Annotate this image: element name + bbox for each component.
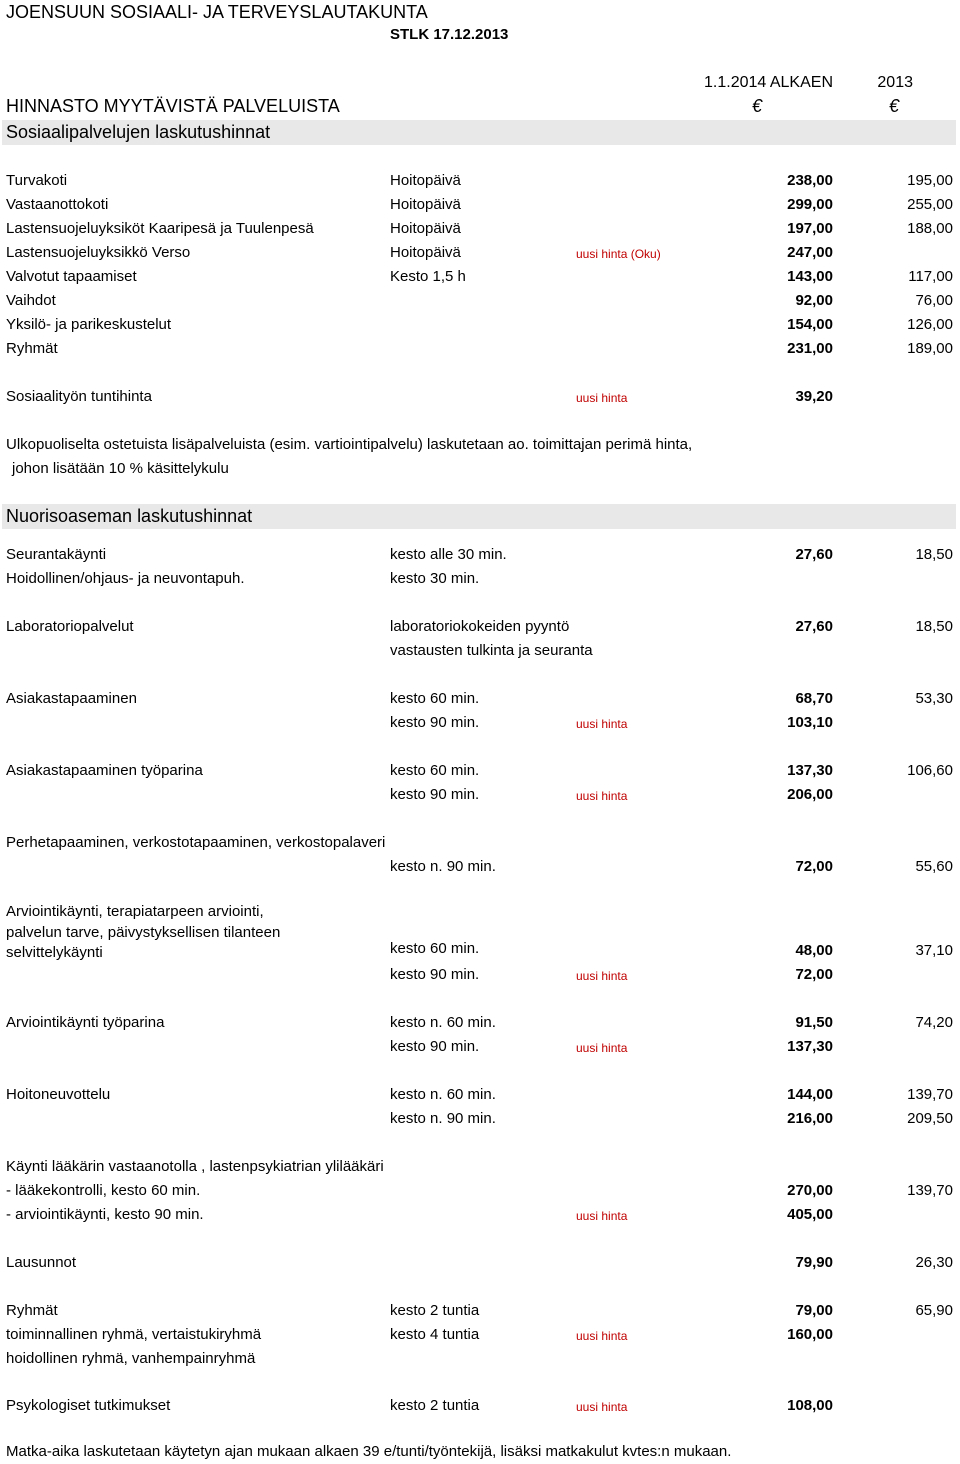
row-price-new: 144,00 — [787, 1086, 833, 1103]
row-unit-2: kesto 4 tuntia — [390, 1326, 480, 1343]
row-unit: Hoitopäivä — [390, 220, 461, 237]
section-title-youth: Nuorisoaseman laskutushinnat — [6, 506, 253, 526]
organization-title: JOENSUUN SOSIAALI- JA TERVEYSLAUTAKUNTA — [6, 2, 428, 22]
row-price-old: 255,00 — [907, 196, 953, 213]
row-name-2: toiminnallinen ryhmä, vertaistukiryhmä — [6, 1326, 262, 1343]
row-price-old: 126,00 — [907, 316, 953, 333]
row-price-new: 154,00 — [787, 316, 833, 333]
row-name: Ryhmät — [6, 1302, 58, 1319]
row-price-new: 79,90 — [795, 1254, 833, 1271]
extra-services-note: Ulkopuoliselta ostetuista lisäpalveluista (esim. vartiointipalvelu) laskutetaan ao. toimittajan perimä hinta, — [6, 436, 693, 453]
row-price-new-2: 405,00 — [787, 1206, 833, 1223]
row-price-new: 92,00 — [795, 292, 833, 309]
column-header-old: 2013 — [877, 74, 913, 91]
row-name: Valvotut tapaamiset — [6, 268, 137, 285]
column-header-new: 1.1.2014 ALKAEN — [704, 74, 833, 91]
row-name: Käynti lääkärin vastaanotolla , lastenpsykiatrian ylilääkäri — [6, 1158, 384, 1175]
row-name: Lastensuojeluyksiköt Kaaripesä ja Tuulenpesä — [6, 220, 314, 237]
row-name-2: palvelun tarve, päivystyksellisen tilanteen — [6, 924, 281, 941]
row-name: Vaihdot — [6, 292, 56, 309]
new-price-note: uusi hinta — [576, 717, 628, 731]
row-name: Asiakastapaaminen työparina — [6, 762, 203, 779]
row-unit: kesto 2 tuntia — [390, 1397, 480, 1414]
row-unit: laboratoriokokeiden pyyntö — [390, 618, 570, 635]
row-name: Lausunnot — [6, 1254, 77, 1271]
row-price-new-2: 103,10 — [787, 714, 833, 731]
row-price-new: 247,00 — [787, 244, 833, 261]
row-name: Vastaanottokoti — [6, 196, 109, 213]
row-price-new-2: 72,00 — [795, 966, 833, 983]
row-name-3: hoidollinen ryhmä, vanhempainryhmä — [6, 1350, 256, 1367]
row-price-new: 197,00 — [787, 220, 833, 237]
row-name: Hoitoneuvottelu — [6, 1086, 111, 1103]
row-unit: kesto 30 min. — [390, 570, 480, 587]
row-price-old: 76,00 — [915, 292, 953, 309]
row-price-new: 27,60 — [795, 618, 833, 635]
row-price-old-2: 209,50 — [907, 1110, 953, 1127]
row-subitem: - lääkekontrolli, kesto 60 min. — [6, 1182, 201, 1199]
travel-time-note: Matka-aika laskutetaan käytetyn ajan mukaan alkaen 39 e/tunti/työntekijä, lisäksi matkakulut kvtes:n mukaan. — [6, 1443, 732, 1460]
row-price-old: 74,20 — [915, 1014, 953, 1031]
row-price-old: 18,50 — [915, 618, 953, 635]
row-unit: kesto n. 90 min. — [390, 858, 496, 875]
row-unit-2: kesto 90 min. — [390, 714, 480, 731]
new-price-note: uusi hinta — [576, 1209, 628, 1223]
row-unit: kesto 2 tuntia — [390, 1302, 480, 1319]
row-price-old: 65,90 — [915, 1302, 953, 1319]
row-name: Seurantakäynti — [6, 546, 107, 563]
row-price-new: 137,30 — [787, 762, 833, 779]
row-price-old: 117,00 — [908, 268, 953, 285]
meeting-reference: STLK 17.12.2013 — [390, 26, 509, 43]
row-name: Turvakoti — [6, 172, 68, 189]
row-price-new: 270,00 — [787, 1182, 833, 1199]
row-unit: kesto n. 60 min. — [390, 1086, 496, 1103]
row-price-old: 139,70 — [907, 1182, 953, 1199]
new-price-note: uusi hinta — [576, 969, 628, 983]
extra-services-note-2: johon lisätään 10 % käsittelykulu — [12, 460, 229, 477]
row-unit-2: kesto n. 90 min. — [390, 1110, 496, 1127]
currency-old: € — [889, 96, 900, 116]
row-price-new: 72,00 — [795, 858, 833, 875]
row-price-new: 48,00 — [795, 942, 833, 959]
hourly-rate-price: 39,20 — [795, 388, 833, 405]
row-price-new: 68,70 — [795, 690, 833, 707]
row-name: Yksilö- ja parikeskustelut — [6, 316, 172, 333]
row-name: Ryhmät — [6, 340, 58, 357]
row-name: Laboratoriopalvelut — [6, 618, 134, 635]
row-price-new-2: 137,30 — [787, 1038, 833, 1055]
row-unit: kesto 60 min. — [390, 762, 480, 779]
row-price-old: 189,00 — [907, 340, 953, 357]
row-unit: kesto 60 min. — [390, 940, 480, 957]
new-price-note: uusi hinta — [576, 391, 628, 405]
new-price-note: uusi hinta — [576, 1400, 628, 1414]
row-unit-2: kesto 90 min. — [390, 1038, 480, 1055]
new-price-note: uusi hinta — [576, 789, 628, 803]
row-name-3: selvittelykäynti — [6, 944, 103, 961]
row-unit: Hoitopäivä — [390, 244, 461, 261]
section-title-social: Sosiaalipalvelujen laskutushinnat — [6, 122, 271, 142]
row-name: Hoidollinen/ohjaus- ja neuvontapuh. — [6, 570, 245, 587]
row-price-old: 55,60 — [915, 858, 953, 875]
row-unit: kesto 60 min. — [390, 690, 480, 707]
row-price-old: 26,30 — [915, 1254, 953, 1271]
row-name: Psykologiset tutkimukset — [6, 1397, 171, 1414]
row-price-old: 195,00 — [907, 172, 953, 189]
hourly-rate-label: Sosiaalityön tuntihinta — [6, 388, 152, 405]
price-list-title: HINNASTO MYYTÄVISTÄ PALVELUISTA — [6, 96, 340, 116]
row-subitem-2: - arviointikäynti, kesto 90 min. — [6, 1206, 204, 1223]
row-unit-2: vastausten tulkinta ja seuranta — [390, 642, 593, 659]
currency-new: € — [752, 96, 763, 116]
row-price-old: 188,00 — [907, 220, 953, 237]
row-price-new-2: 160,00 — [787, 1326, 833, 1343]
row-unit: Kesto 1,5 h — [390, 268, 466, 285]
row-price-old: 18,50 — [915, 546, 953, 563]
row-price-new: 238,00 — [787, 172, 833, 189]
row-price-new: 299,00 — [787, 196, 833, 213]
row-unit: Hoitopäivä — [390, 172, 461, 189]
row-price-new: 108,00 — [787, 1397, 833, 1414]
row-name: Perhetapaaminen, verkostotapaaminen, verkostopalaveri — [6, 834, 386, 851]
new-price-note: uusi hinta (Oku) — [576, 247, 661, 261]
row-price-old: 53,30 — [915, 690, 953, 707]
row-price-new: 231,00 — [787, 340, 833, 357]
row-name: Asiakastapaaminen — [6, 690, 137, 707]
row-price-new: 27,60 — [795, 546, 833, 563]
row-name: Lastensuojeluyksikkö Verso — [6, 244, 191, 261]
row-unit: kesto n. 60 min. — [390, 1014, 496, 1031]
row-price-new: 79,00 — [795, 1302, 833, 1319]
row-price-new-2: 216,00 — [787, 1110, 833, 1127]
row-price-old: 37,10 — [915, 942, 953, 959]
row-price-new-2: 206,00 — [787, 786, 833, 803]
row-price-new: 91,50 — [795, 1014, 833, 1031]
row-unit-2: kesto 90 min. — [390, 966, 480, 983]
row-unit: Hoitopäivä — [390, 196, 461, 213]
new-price-note: uusi hinta — [576, 1329, 628, 1343]
row-name: Arviointikäynti työparina — [6, 1014, 165, 1031]
row-unit: kesto alle 30 min. — [390, 546, 507, 563]
row-name: Arviointikäynti, terapiatarpeen arviointi, — [6, 903, 264, 920]
row-price-old: 139,70 — [907, 1086, 953, 1103]
row-unit-2: kesto 90 min. — [390, 786, 480, 803]
row-price-old: 106,60 — [907, 762, 953, 779]
new-price-note: uusi hinta — [576, 1041, 628, 1055]
row-price-new: 143,00 — [787, 268, 833, 285]
